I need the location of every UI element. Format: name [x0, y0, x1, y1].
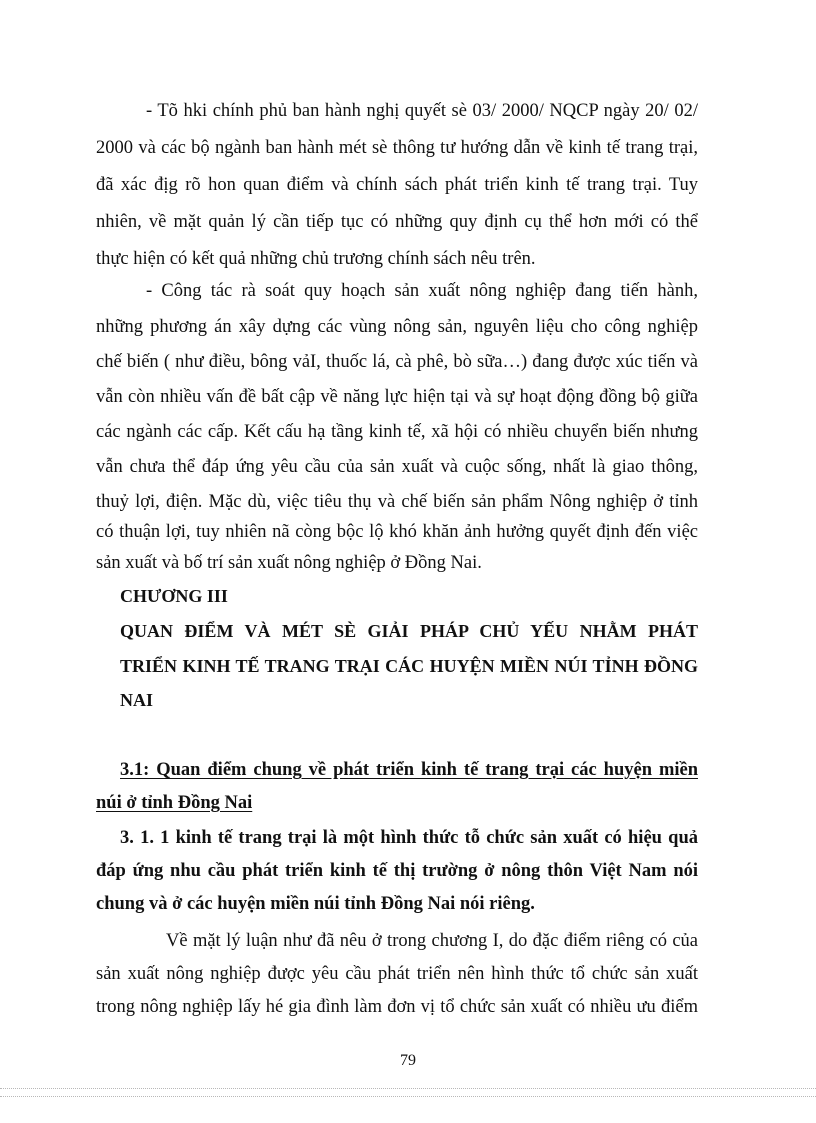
paragraph-line: những phương án xây dựng các vùng nông sản, nguyên liệu cho công nghiệp	[96, 317, 698, 337]
paragraph-line: vẫn còn nhiều vấn đề bất cập về năng lực hiện tại và sự hoạt động đồng bộ giữa	[96, 387, 698, 407]
chapter-title-line: NAI	[120, 690, 154, 710]
paragraph-line: Về mặt lý luận như đã nêu ở trong chương I, do đặc điểm riêng có của	[166, 931, 698, 951]
chapter-label: CHƯƠNG III	[120, 586, 228, 606]
paragraph-line: trong nông nghiệp lấy hé gia đình làm đơn vị tổ chức sản xuất có nhiều ưu điểm	[96, 997, 698, 1017]
paragraph-line: thực hiện có kết quả những chủ trương chính sách nêu trên.	[96, 249, 536, 269]
paragraph-line: đã xác địg rõ hon quan điểm và chính sách phát triển kinh tế trang trại. Tuy	[96, 175, 698, 195]
subsection-heading: 3. 1. 1 kinh tế trang trại là một hình thức tỗ chức sản xuất có hiệu quả	[120, 828, 698, 848]
page-number: 79	[400, 1052, 416, 1069]
chapter-title-line: TRIỂN KINH TẾ TRANG TRẠI CÁC HUYỆN MIỀN NÚI TỈNH ĐỒNG	[120, 656, 698, 676]
paragraph-line: sản xuất nông nghiệp được yêu cầu phát triển nên hình thức tổ chức sản xuất	[96, 964, 698, 984]
section-heading: núi ở tỉnh Đồng Nai	[96, 793, 253, 813]
paragraph-line: có thuận lợi, tuy nhiên nã còng bộc lộ khó khăn ảnh hưởng quyết định đến việc	[96, 522, 698, 542]
footer-divider	[0, 1088, 816, 1089]
paragraph-line: chế biến ( như điều, bông vảI, thuốc lá, cà phê, bò sữa…) đang được xúc tiến và	[96, 352, 698, 372]
paragraph-line: nhiên, về mặt quản lý cần tiếp tục có những quy định cụ thể hơn mới có thể	[96, 212, 698, 232]
paragraph-line: các ngành các cấp. Kết cấu hạ tầng kinh tế, xã hội có nhiều chuyển biến nhưng	[96, 422, 698, 442]
footer-divider	[0, 1096, 816, 1097]
paragraph-line: - Tõ hki chính phủ ban hành nghị quyết sè 03/ 2000/ NQCP ngày 20/ 02/	[146, 101, 698, 121]
section-heading: 3.1: Quan điểm chung về phát triển kinh tế trang trại các huyện miền	[120, 760, 698, 780]
subsection-heading: đáp ứng nhu cầu phát triển kinh tế thị trường ở nông thôn Việt Nam nói	[96, 861, 698, 881]
paragraph-line: thuỷ lợi, điện. Mặc dù, việc tiêu thụ và chế biến sản phẩm Nông nghiệp ở tỉnh	[96, 492, 698, 512]
subsection-heading: chung và ở các huyện miền núi tỉnh Đồng Nai nói riêng.	[96, 894, 535, 914]
paragraph-line: - Công tác rà soát quy hoạch sản xuất nông nghiệp đang tiến hành,	[146, 281, 698, 301]
paragraph-line: sản xuất và bố trí sản xuất nông nghiệp ở Đồng Nai.	[96, 553, 482, 573]
paragraph-line: 2000 và các bộ ngành ban hành mét sè thông tư hướng dẫn về kinh tế trang trại,	[96, 138, 698, 158]
paragraph-line: vẫn chưa thể đáp ứng yêu cầu của sản xuất và cuộc sống, nhất là giao thông,	[96, 457, 698, 477]
chapter-title-line: QUAN ĐIỂM VÀ MÉT SÈ GIẢI PHÁP CHỦ YẾU NHẰM PHÁT	[120, 621, 698, 641]
